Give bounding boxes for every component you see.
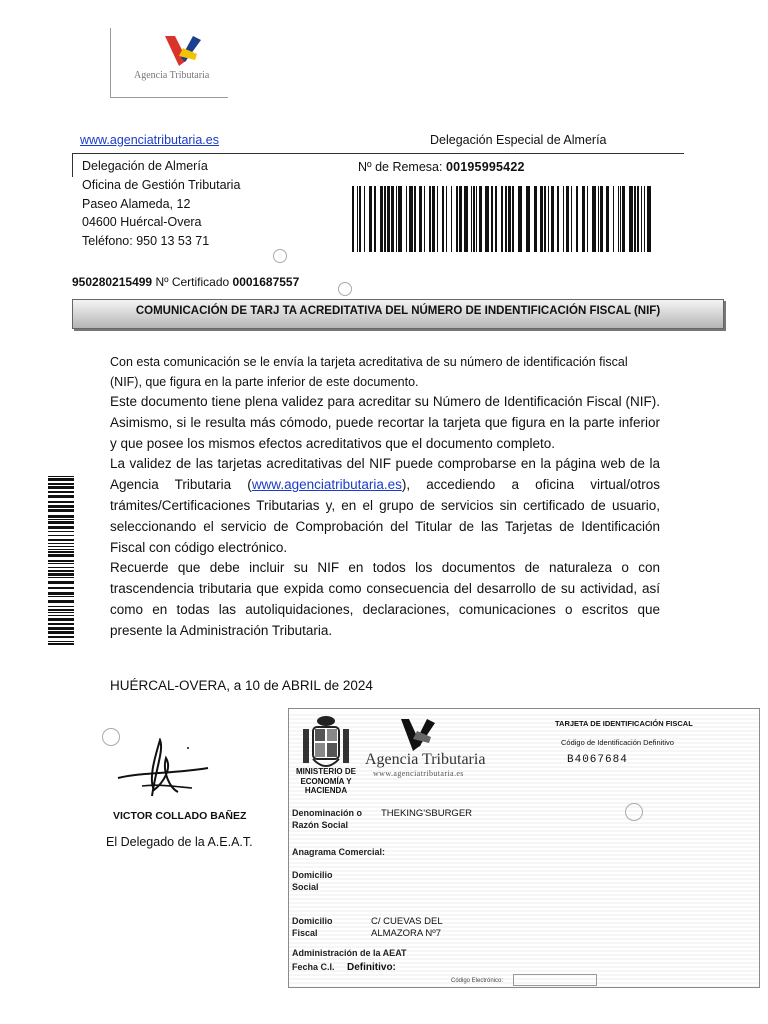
barcode-bar: [48, 531, 74, 532]
barcode-bar: [551, 186, 554, 252]
barcode-bar: [48, 515, 74, 518]
barcode-bar: [414, 186, 416, 252]
scan-mark: [625, 803, 643, 821]
intro-paragraph: Con esta comunicación se le envía la tarjeta acreditativa de su número de identificación fiscal (NIF), que figura en la parte inferior de este documento.: [110, 355, 628, 389]
verification-paragraph: La validez de las tarjetas acreditativas del NIF puede comprobarse en la página web de la Agencia Tributaria (www.agenciatributaria.es), accediendo a oficina virtual/otros trámites/Certificaciones Tributarias y, en el grupo de servicios sin certificado de usuario, seleccionando el servicio de Comprobación del Titular de las Tarjetas de Identificación Fiscal con código electrónico.: [110, 456, 660, 555]
barcode-bar: [429, 186, 431, 252]
barcode-bar: [48, 618, 74, 621]
barcode-bar: [374, 186, 376, 252]
barcode-bar: [437, 186, 438, 252]
barcode-bar: [534, 186, 537, 252]
barcode-bar: [48, 491, 74, 493]
remesa-barcode: [352, 186, 652, 252]
barcode-bar: [647, 186, 651, 252]
barcode-bar: [48, 505, 74, 508]
barcode-bar: [48, 543, 74, 544]
barcode-bar: [48, 609, 74, 611]
address-line: Oficina de Gestión Tributaria: [82, 177, 241, 192]
signer-name: VICTOR COLLADO BAÑEZ: [113, 810, 247, 822]
barcode-bar: [48, 495, 74, 498]
barcode-bar: [598, 186, 599, 252]
scan-mark: [273, 249, 287, 263]
barcode-bar: [384, 186, 386, 252]
barcode-bar: [48, 519, 74, 520]
certificate-prefix: 950280215499: [72, 275, 153, 289]
barcode-bar: [476, 186, 477, 252]
barcode-bar: [48, 587, 74, 589]
barcode-bar: [48, 551, 74, 553]
body-text: [110, 392, 660, 642]
barcode-bar: [432, 186, 435, 252]
logo-frame: [110, 28, 228, 98]
remesa-label: Nº de Remesa:: [358, 160, 443, 174]
denominacion-value: THEKING'SBURGER: [381, 808, 473, 819]
barcode-bar: [622, 186, 625, 252]
barcode-bar: [48, 636, 74, 638]
barcode-bar: [512, 186, 514, 252]
barcode-bar: [48, 563, 74, 564]
card-agency-logo-icon: [397, 717, 437, 753]
certificate-label: Nº Certificado: [155, 275, 230, 289]
barcode-bar: [540, 186, 543, 252]
barcode-bar: [508, 186, 511, 252]
barcode-bar: [592, 186, 596, 252]
barcode-bar: [409, 186, 413, 252]
barcode-bar: [359, 186, 361, 252]
barcode-bar: [471, 186, 472, 252]
barcode-bar: [505, 186, 507, 252]
administracion-label: Administración de la AEAT: [292, 948, 407, 958]
barcode-bar: [398, 186, 402, 252]
barcode-bar: [48, 623, 74, 625]
codigo-electronico-label: Código Electrónico:: [451, 978, 504, 984]
barcode-bar: [48, 631, 74, 634]
barcode-bar: [48, 577, 74, 578]
header-divider: [72, 153, 684, 154]
barcode-bar: [582, 186, 585, 252]
card-code-label: Código de Identificación Definitivo: [561, 738, 674, 747]
scan-mark: [338, 282, 352, 296]
card-title: TARJETA DE IDENTIFICACIÓN FISCAL: [555, 719, 693, 728]
barcode-bar: [364, 186, 365, 252]
barcode-bar: [576, 186, 578, 252]
barcode-bar: [464, 186, 468, 252]
barcode-bar: [548, 186, 549, 252]
address-divider: [72, 153, 73, 177]
website-link[interactable]: www.agenciatributaria.es: [80, 133, 219, 147]
address-line: Paseo Alameda, 12: [82, 196, 191, 211]
domicilio-fiscal-value: C/ CUEVAS DEL ALMAZORA Nº7: [371, 916, 443, 939]
barcode-bar: [48, 643, 74, 645]
barcode-bar: [48, 535, 74, 536]
certificate-line: [72, 275, 299, 289]
reminder-paragraph: Recuerde que debe incluir su NIF en todos los documentos de naturaleza o con trascendencia tributaria que expida como consecuencia del desarrollo de su actividad, así como en todas las autoliquidaciones, declaraciones, comunicaciones o escritos que presente la Administración Tributaria.: [110, 560, 660, 638]
barcode-bar: [637, 186, 639, 252]
domicilio-fiscal-label: Domicilio Fiscal: [292, 916, 333, 938]
barcode-bar: [48, 560, 74, 562]
logo-text: Agencia Tributaria: [134, 70, 210, 81]
verification-link[interactable]: www.agenciatributaria.es: [251, 477, 402, 493]
definitivo-label: Definitivo:: [347, 962, 396, 973]
barcode-bar: [526, 186, 530, 252]
codigo-electronico-box: [513, 974, 597, 986]
barcode-bar: [391, 186, 394, 252]
anagrama-label: Anagrama Comercial:: [292, 847, 386, 857]
barcode-bar: [424, 186, 425, 252]
barcode-bar: [48, 592, 74, 595]
domicilio-social-label: Domicilio Social: [292, 870, 333, 892]
barcode-bar: [406, 186, 407, 252]
barcode-bar: [48, 476, 74, 477]
barcode-bar: [48, 567, 74, 568]
barcode-bar: [587, 186, 588, 252]
barcode-bar: [48, 501, 74, 503]
barcode-bar: [419, 186, 422, 252]
barcode-bar: [48, 570, 74, 572]
barcode-bar: [48, 539, 74, 541]
barcode-bar: [48, 526, 74, 529]
delegation-heading: Delegación Especial de Almería: [430, 133, 607, 147]
coat-of-arms-icon: [299, 715, 353, 775]
barcode-bar: [641, 186, 642, 252]
barcode-bar: [479, 186, 482, 252]
remesa-value: 00195995422: [445, 160, 525, 174]
barcode-bar: [48, 554, 74, 557]
barcode-bar: [48, 486, 74, 489]
barcode-bar: [600, 186, 603, 252]
barcode-bar: [48, 612, 74, 613]
barcode-bar: [563, 186, 564, 252]
barcode-bar: [446, 186, 447, 252]
nif-card: [288, 708, 760, 988]
barcode-bar: [380, 186, 383, 252]
barcode-bar: [48, 509, 74, 512]
barcode-bar: [357, 186, 358, 252]
barcode-bar: [48, 641, 74, 642]
barcode-bar: [48, 596, 74, 597]
banner-title: COMUNICACIÓN DE TARJ TA ACREDITATIVA DEL NÚMERO DE INDENTIFICACIÓN FISCAL (NIF): [135, 305, 661, 317]
fecha-label: Fecha C.I.: [292, 962, 335, 972]
barcode-bar: [544, 186, 546, 252]
barcode-bar: [456, 186, 458, 252]
barcode-bar: [620, 186, 621, 252]
place-and-date: HUÉRCAL-OVERA, a 10 de ABRIL de 2024: [110, 678, 373, 693]
barcode-bar: [48, 600, 74, 603]
barcode-bar: [518, 186, 522, 252]
barcode-bar: [491, 186, 493, 252]
barcode-bar: [352, 186, 354, 252]
barcode-bar: [48, 546, 74, 547]
barcode-bar: [48, 478, 74, 481]
barcode-bar: [495, 186, 497, 252]
certificate-value: 0001687557: [232, 275, 300, 289]
barcode-bar: [501, 186, 503, 252]
title-banner: [72, 299, 724, 329]
card-ministry: MINISTERIO DE ECONOMÍA Y HACIENDA: [295, 767, 356, 795]
barcode-bar: [566, 186, 569, 252]
barcode-bar: [557, 186, 559, 252]
address-line: 04600 Huércal-Overa: [82, 215, 202, 230]
barcode-bar: [48, 606, 74, 607]
barcode-bar: [459, 186, 462, 252]
barcode-bar: [606, 186, 609, 252]
barcode-bar: [571, 186, 572, 252]
barcode-bar: [451, 186, 452, 252]
barcode-bar: [48, 573, 74, 576]
barcode-bar: [644, 186, 645, 252]
barcode-bar: [473, 186, 475, 252]
validity-paragraph: Este documento tiene plena validez para acreditar su Número de Identificación Fiscal (NIF). Asimismo, si le resulta más cómodo, puede recortar la tarjeta que figura en la parte inferior y que posee los mismos efectos acreditativos que el documento completo.: [110, 394, 660, 451]
signer-role: El Delegado de la A.E.A.T.: [106, 835, 253, 849]
card-website: www.agenciatributaria.es: [373, 769, 464, 778]
card-agency-name: Agencia Tributaria: [365, 751, 486, 768]
side-barcode: [48, 476, 76, 650]
barcode-bar: [48, 615, 74, 616]
barcode-bar: [613, 186, 614, 252]
barcode-bar: [485, 186, 489, 252]
card-nif-value: B4067684: [567, 754, 628, 766]
denominacion-label: Denominación o Razón Social: [292, 808, 363, 830]
barcode-bar: [396, 186, 397, 252]
office-address: [82, 157, 240, 251]
agencia-tributaria-logo-icon: [157, 32, 207, 70]
remesa-number: [358, 160, 525, 174]
barcode-bar: [48, 483, 74, 485]
handwritten-signature-icon: [112, 738, 212, 802]
barcode-bar: [618, 186, 619, 252]
barcode-bar: [369, 186, 372, 252]
address-line: Delegación de Almería: [82, 159, 208, 173]
barcode-bar: [48, 627, 74, 630]
barcode-bar: [634, 186, 636, 252]
address-line: Teléfono: 950 13 53 71: [82, 234, 210, 249]
barcode-bar: [629, 186, 633, 252]
barcode-bar: [48, 581, 74, 584]
barcode-bar: [48, 549, 74, 550]
barcode-bar: [387, 186, 390, 252]
barcode-bar: [48, 521, 74, 524]
barcode-bar: [442, 186, 444, 252]
